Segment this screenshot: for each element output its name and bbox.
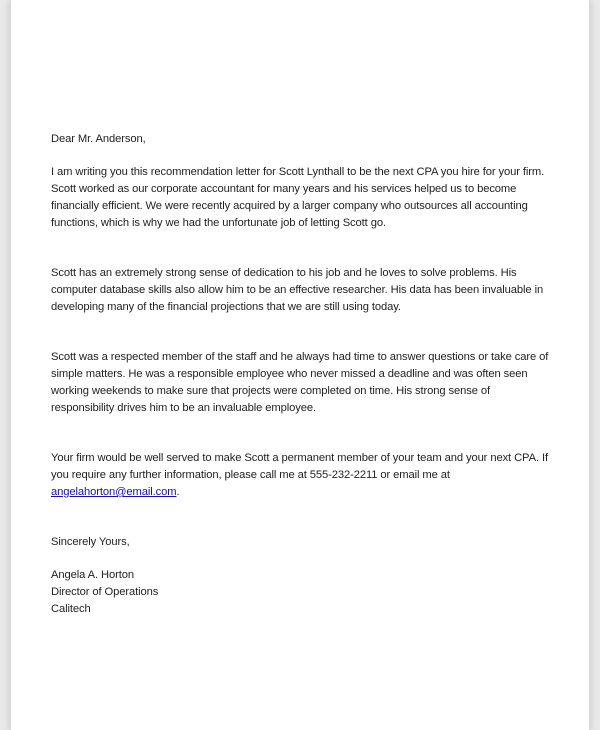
signature-block	[51, 567, 551, 618]
signature-company: Calitech	[51, 603, 91, 615]
letter-body	[51, 131, 551, 618]
contact-text-end: .	[176, 486, 180, 498]
document-page	[10, 0, 590, 730]
paragraph-contact	[51, 450, 551, 501]
closing: Sincerely Yours,	[51, 536, 130, 548]
email-link[interactable]: angelahorton@email.com	[51, 486, 177, 498]
paragraph-introduction: I am writing you this recommendation letter for Scott Lynthall to be the next CPA you hire for your firm. Scott worked as our corporate accountant for many years and his services helped us to become financially efficient. We were recently acquired by a larger company who outsources all accounting functions, which is why we had the unfortunate job of letting Scott go.	[51, 166, 545, 229]
salutation: Dear Mr. Anderson,	[51, 133, 146, 145]
contact-text: Your firm would be well served to make Scott a permanent member of your team and your next CPA. If you require any further information, please call me at 555-232-2211 or email me at	[51, 452, 548, 481]
signature-title: Director of Operations	[51, 586, 159, 598]
paragraph-skills: Scott has an extremely strong sense of dedication to his job and he loves to solve problems. His computer database skills also allow him to be an effective researcher. His data has been invaluable in developing many of the financial projections that we are still using today.	[51, 267, 544, 313]
paragraph-character: Scott was a respected member of the staff and he always had time to answer questions or take care of simple matters. He was a responsible employee who never missed a deadline and was often seen working weekends to make sure that projects were completed on time. His strong sense of responsibility drives him to be an invaluable employee.	[51, 351, 549, 414]
signature-name: Angela A. Horton	[51, 569, 134, 581]
